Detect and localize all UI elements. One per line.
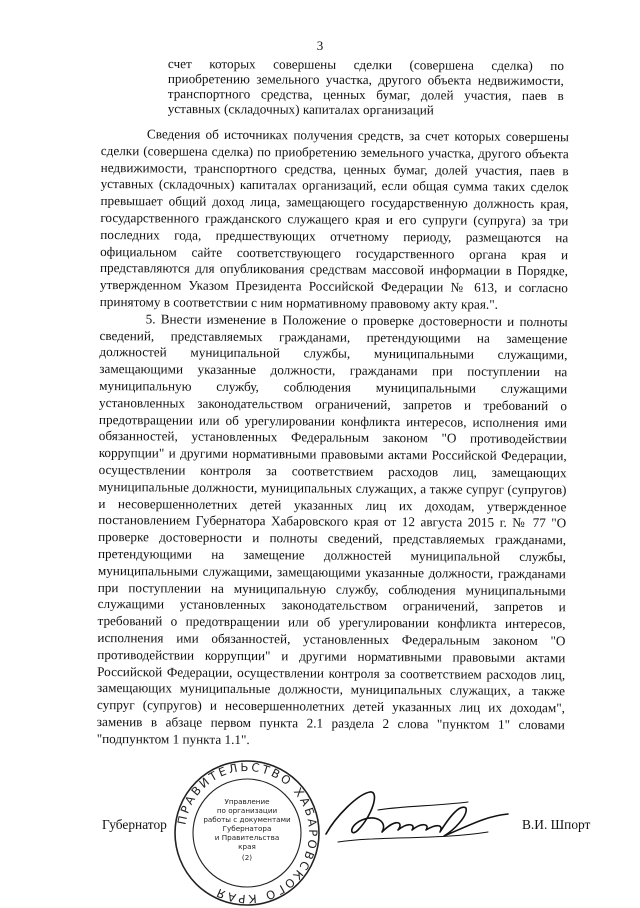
signature-title: Губернатор xyxy=(102,817,167,832)
paragraph-item-5: 5. Внести изменение в Положение о проверке достоверности и полноты сведений, представляемых гражданами, претендующими на замещение должностей муниципальной службы, муниципальными служащими, замещающими указанные должности, гражданами при поступлении на муниципальную службу, соблюдения муниципальными служащими установленных законодательством ограничений, запретов и требований о предотвращении или об урегулировании конфликта интересов, исполнения ими обязанностей, установленных Федеральным законом "О противодействии коррупции" и другими нормативными правовыми актами Российской Федерации, осуществлении контроля за соответствием расходов лиц, замещающих муниципальные должности, муниципальных служащих, а также супруг (супругов) и несовершеннолетних детей указанных лиц их доходам, утвержденное постановлением Губернатора Хабаровского края от 12 августа 2015 г. № 77 "О проверке достоверности и полноты сведений, представляемых гражданами, претендующими на замещение должностей муниципальной службы, муниципальными служащими, замещающими указанные должности, гражданами при поступлении на муниципальную службу, соблюдения муниципальными служащими установленных законодательством ограничений, запретов и требований о предотвращении или об урегулировании конфликта интересов, исполнения ими обязанностей, установленных Федеральным законом "О противодействии коррупции" и другими нормативными правовыми актами Российской Федерации, осуществлении контроля за соответствием расходов лиц, замещающих муниципальные должности, муниципальных служащих, а также супруг (супругов) и несовершеннолетних детей указанных лиц их доходам", заменив в абзаце первом пункта 2.1 раздела 2 слова "пунктом 1" словами "подпунктом 1 пункта 1.1". xyxy=(96,311,568,747)
paragraph-sources-of-funds: Сведения об источниках получения средств, за счет которых совершены сделки (совершена сделка) по приобретению земельного участка, другого объекта недвижимости, транспортного средства, ценных бумаг, долей участия, паев в уставных (складочных) капиталах организаций, если общая сумма таких сделок превышает общий доход лица, замещающего государственную должность края, государственного гражданского служащего края и его супруги (супруга) за три последних года, предшествующих отчетному периоду, размещаются на официальном сайте соответствующего государственного органа края и представляются для опубликования средствам массовой информации в Порядке, утвержденном Указом Президента Российской Федерации № 613, и согласно принятому в соответствии с ним нормативному правовому акту края.". xyxy=(99,126,569,312)
seal-line: работы с документами xyxy=(203,815,291,824)
seal-line: Управление xyxy=(224,797,270,806)
table-cell-fragment: счет которых совершены сделки (совершена сделка) по приобретению земельного участка, другого объекта недвижимости, транспортного средства, ценных бумаг, долей участия, паев в уставных (складочных) капиталах организаций xyxy=(167,56,564,118)
seal-line: по организации xyxy=(216,806,278,815)
seal-line: края xyxy=(238,842,256,851)
handwritten-signature xyxy=(318,786,518,850)
seal-outer-text: ПРАВИТЕЛЬСТВО ХАБАРОВСКОГО КРАЯ xyxy=(174,759,321,907)
document-body xyxy=(97,126,569,751)
page-number: 3 xyxy=(316,38,324,53)
seal-line: и Правительства xyxy=(214,833,280,842)
signature-name: В.И. Шпорт xyxy=(522,817,591,832)
official-seal-stamp xyxy=(172,758,322,908)
seal-line: Губернатора xyxy=(222,824,272,833)
seal-line: (2) xyxy=(241,853,253,862)
